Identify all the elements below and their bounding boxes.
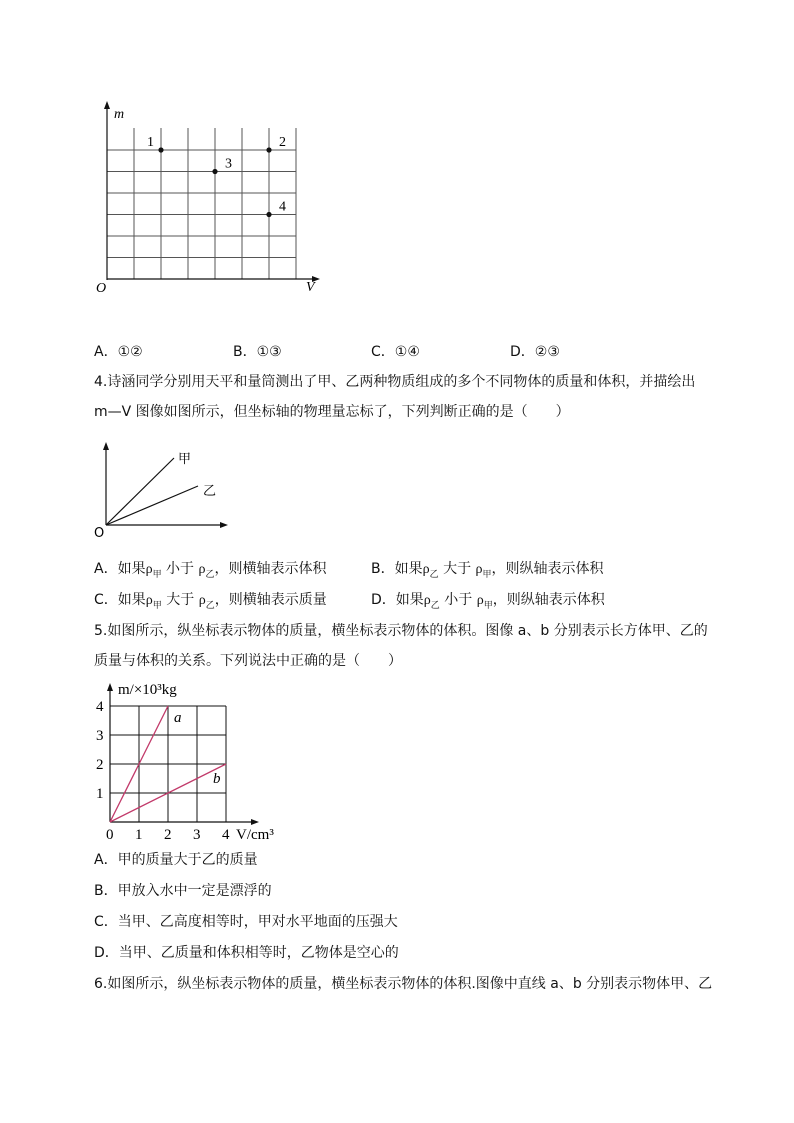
line-yi (106, 486, 198, 525)
line-jia (106, 458, 174, 525)
x-tick-label: 0 (106, 827, 114, 843)
line-yi-label: 乙 (203, 484, 217, 499)
x-tick-label: 4 (222, 827, 230, 843)
x-axis-arrow (251, 819, 259, 825)
y-axis-arrow (104, 101, 110, 109)
option-d: D．②③ (510, 344, 560, 360)
question-5-line1: 5.如图所示，纵坐标表示物体的质量，横坐标表示物体的体积。图像 a、b 分别表示长方体甲、乙的 (94, 623, 708, 639)
point-label-4: 4 (279, 199, 286, 215)
origin-label: O (96, 281, 107, 296)
point-2 (266, 147, 271, 152)
x-axis-label: V (306, 280, 315, 295)
point-label-3: 3 (225, 156, 232, 172)
y-axis-label: m/×10³kg (118, 682, 177, 698)
point-1 (158, 147, 163, 152)
point-label-1: 1 (147, 135, 154, 150)
q4-option-d: D．如果$\rho_乙$ 小于 $\rho_甲$，则纵轴表示体积 (371, 592, 605, 611)
origin-label: O (94, 526, 105, 541)
option-c: C．①④ (371, 344, 420, 360)
q4-option-c: C．如果$\rho_甲$ 大于 $\rho_乙$，则横轴表示质量 (94, 592, 327, 611)
question-6-line1: 6.如图所示，纵坐标表示物体的质量，横坐标表示物体的体积.图像中直线 a、b 分别表示物体甲、乙 (94, 976, 713, 992)
x-tick-label: 3 (193, 827, 201, 843)
point-4 (266, 212, 271, 217)
q4-option-a: A．如果$\rho_甲$ 小于 $\rho_乙$，则横轴表示体积 (94, 561, 327, 580)
data-points (147, 135, 286, 217)
rho-comparison-graph (90, 438, 240, 542)
y-tick-label: 4 (96, 699, 104, 715)
q5-option-c: C．当甲、乙高度相等时，甲对水平地面的压强大 (94, 914, 398, 930)
y-axis-arrow (103, 442, 109, 450)
y-axis-arrow (107, 683, 113, 691)
mv-grid-figure (90, 98, 330, 298)
x-axis-arrow (220, 522, 228, 528)
series-label-b: b (212, 771, 221, 787)
x-tick-label: 2 (164, 827, 172, 843)
x-tick-label: 1 (135, 827, 143, 843)
question-5-line2: 质量与体积的关系。下列说法中正确的是（ ） (94, 653, 402, 669)
q5-option-a: A．甲的质量大于乙的质量 (94, 852, 258, 868)
option-a: A．①② (94, 344, 143, 360)
line-jia-label: 甲 (178, 452, 192, 467)
question-4-line2: m—V 图像如图所示，但坐标轴的物理量忘标了，下列判断正确的是（ ） (94, 404, 570, 420)
series-label-a: a (174, 710, 182, 726)
x-axis-label: V/cm³ (236, 827, 274, 843)
y-tick-label: 2 (96, 757, 104, 773)
q4-option-b: B．如果$\rho_乙$ 大于 $\rho_甲$，则纵轴表示体积 (371, 561, 604, 580)
question-4-line1: 4.诗涵同学分别用天平和量筒测出了甲、乙两种物质组成的多个不同物体的质量和体积，并描绘出 (94, 374, 696, 390)
q5-mass-volume-chart (90, 678, 290, 844)
q5-option-b: B．甲放入水中一定是漂浮的 (94, 883, 272, 899)
q5-option-d: D．当甲、乙质量和体积相等时，乙物体是空心的 (94, 945, 399, 961)
y-tick-label: 3 (96, 728, 104, 744)
point-label-2: 2 (279, 135, 286, 150)
y-axis-label: m (114, 107, 125, 122)
point-3 (212, 169, 217, 174)
y-tick-label: 1 (96, 786, 104, 802)
option-b: B．①③ (233, 344, 282, 360)
